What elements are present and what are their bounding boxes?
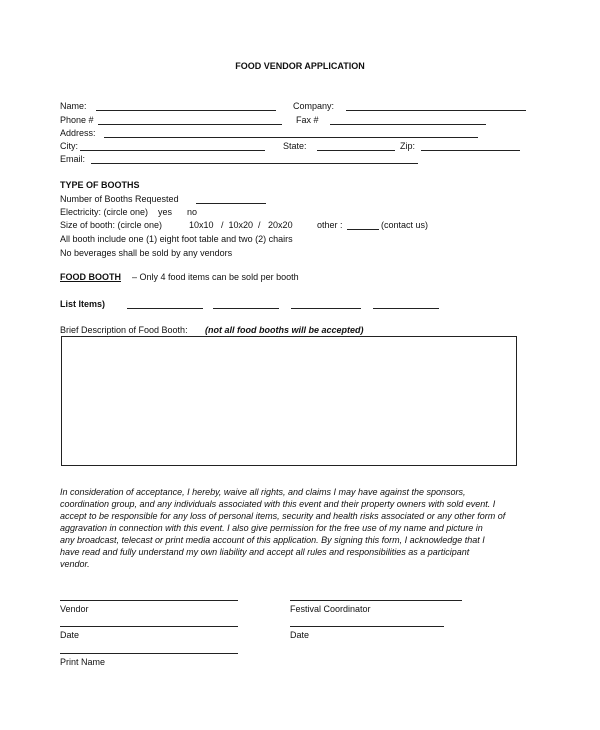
- vendor-date-label: Date: [60, 630, 80, 640]
- coordinator-signature-line[interactable]: [290, 600, 462, 601]
- contact-us-note: (contact us): [381, 220, 429, 230]
- consent-line: accept to be responsible for any loss of personal items, security and health risks associated or any other form of: [60, 511, 506, 521]
- fax-field[interactable]: [330, 124, 486, 125]
- email-field[interactable]: [91, 163, 418, 164]
- list-item-field-4[interactable]: [373, 308, 439, 309]
- company-field[interactable]: [346, 110, 526, 111]
- phone-field[interactable]: [98, 124, 282, 125]
- name-label: Name:: [60, 101, 87, 111]
- zip-field[interactable]: [421, 150, 520, 151]
- vendor-signature-line[interactable]: [60, 600, 238, 601]
- address-label: Address:: [60, 128, 96, 138]
- booths-number-label: Number of Booths Requested: [60, 194, 179, 204]
- list-item-field-1[interactable]: [127, 308, 203, 309]
- state-label: State:: [283, 141, 307, 151]
- vendor-label: Vendor: [60, 604, 89, 614]
- company-label: Company:: [293, 101, 335, 111]
- booth-size-options[interactable]: 10x10 / 10x20 / 20x20: [189, 220, 293, 230]
- description-box[interactable]: [61, 336, 517, 466]
- consent-line: vendor.: [60, 559, 90, 569]
- other-size-label: other :: [317, 220, 343, 230]
- coordinator-date-line[interactable]: [290, 626, 444, 627]
- food-booth-label: FOOD BOOTH: [60, 272, 121, 282]
- consent-line: have read and fully understand my own liability and accept all rules and responsibilities as a participant: [60, 547, 470, 557]
- email-label: Email:: [60, 154, 86, 164]
- print-name-label: Print Name: [60, 657, 106, 667]
- consent-paragraph: [60, 486, 505, 570]
- consent-line: aggravation in connection with this event. I also give permission for the free use of my name and picture in: [60, 523, 483, 533]
- phone-label: Phone #: [60, 115, 94, 125]
- city-label: City:: [60, 141, 78, 151]
- description-note: (not all food booths will be accepted): [205, 325, 364, 335]
- form-title: FOOD VENDOR APPLICATION: [235, 61, 365, 71]
- other-size-field[interactable]: [347, 229, 379, 230]
- booths-heading: TYPE OF BOOTHS: [60, 180, 140, 190]
- consent-line: In consideration of acceptance, I hereby, waive all rights, and claims I may have against the sponsors,: [60, 487, 466, 497]
- description-label: Brief Description of Food Booth:: [60, 325, 188, 335]
- city-field[interactable]: [80, 150, 265, 151]
- consent-line: any broadcast, telecast or print media account of this application. By signing this form, I acknowledge that I: [60, 535, 485, 545]
- coordinator-date-label: Date: [290, 630, 310, 640]
- name-field[interactable]: [96, 110, 276, 111]
- electricity-line: Electricity: (circle one) yes no: [60, 207, 198, 217]
- booths-number-field[interactable]: [196, 203, 266, 204]
- fax-label: Fax #: [296, 115, 319, 125]
- tables-note: All booth include one (1) eight foot table and two (2) chairs: [60, 234, 293, 244]
- zip-label: Zip:: [400, 141, 416, 151]
- booth-size-label: Size of booth: (circle one): [60, 220, 163, 230]
- vendor-date-line[interactable]: [60, 626, 238, 627]
- state-field[interactable]: [317, 150, 395, 151]
- beverages-note: No beverages shall be sold by any vendors: [60, 248, 233, 258]
- food-booth-note: – Only 4 food items can be sold per booth: [132, 272, 299, 282]
- list-item-field-3[interactable]: [291, 308, 361, 309]
- print-name-line[interactable]: [60, 653, 238, 654]
- list-items-label: List Items): [60, 299, 106, 309]
- consent-line: coordination group, and any individuals associated with this event and their property owners with sold event. I: [60, 499, 496, 509]
- coordinator-label: Festival Coordinator: [290, 604, 371, 614]
- address-field[interactable]: [104, 137, 478, 138]
- list-item-field-2[interactable]: [213, 308, 279, 309]
